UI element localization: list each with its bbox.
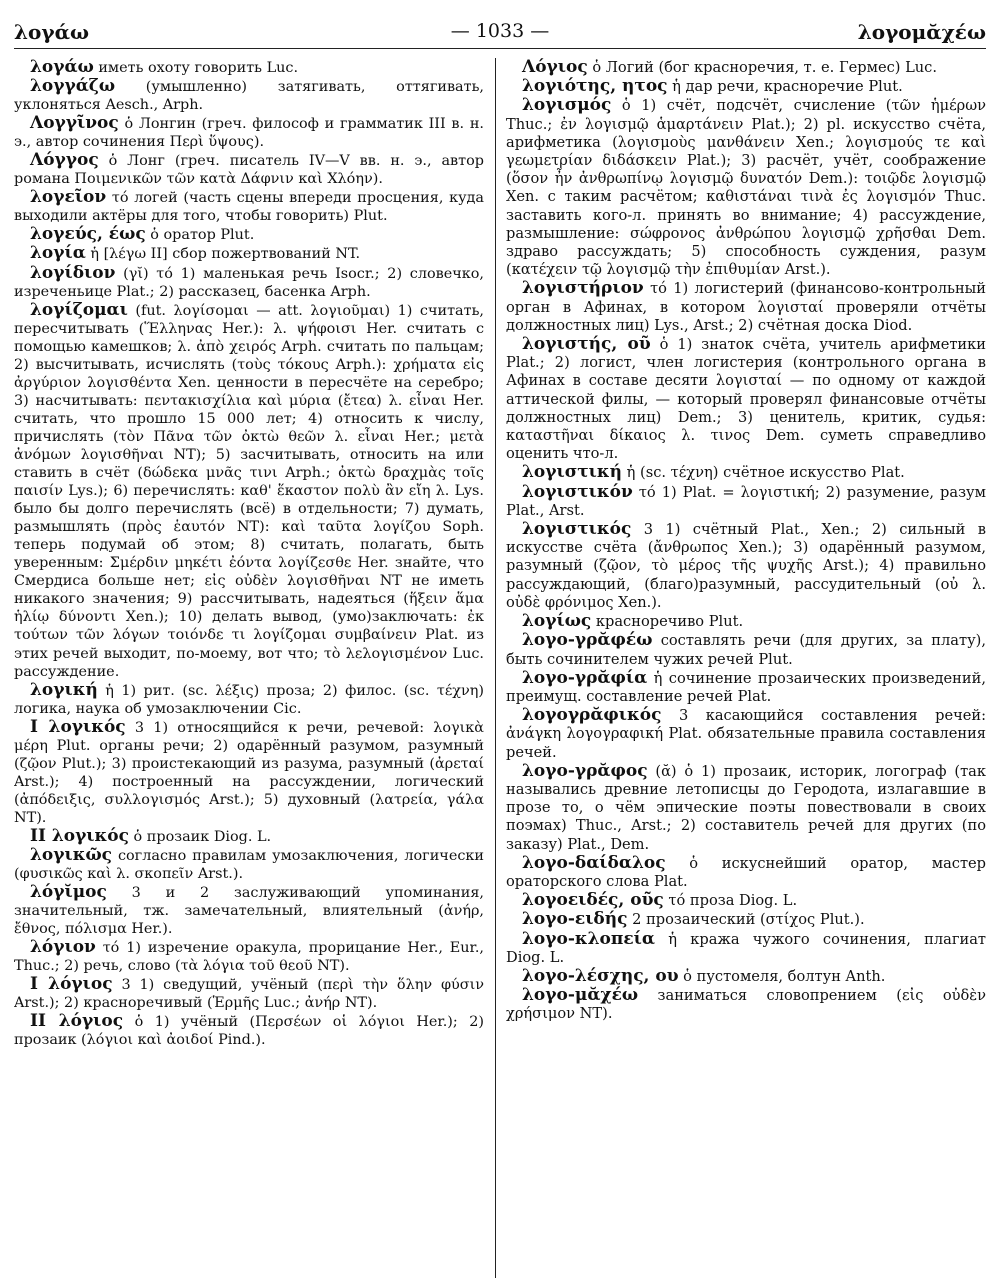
entry-definition: ὁ искуснейший оратор, мастер ораторского слова Plat. bbox=[506, 854, 986, 890]
entry-headword: II λόγιος bbox=[30, 1011, 124, 1032]
entry-headword: λογιστικόν bbox=[522, 481, 633, 502]
dictionary-entry bbox=[506, 77, 986, 96]
entry-headword: Λόγιος bbox=[522, 58, 588, 77]
entry-headword: λογιστής, οῦ bbox=[522, 334, 651, 355]
dictionary-entry bbox=[506, 854, 986, 891]
dictionary-entry bbox=[506, 930, 986, 967]
right-column bbox=[506, 58, 986, 1278]
entry-definition: (fut. λογίσομαι — att. λογιοῦμαι) 1) считать, пересчитывать (Ἕλληνας Her.): λ. ψήφοισι Her. считать с помощью камешков; λ. ἀπὸ χειρός Arph. считать по пальцам; 2) высчитывать, исчислять (τοὺς τόκους Arph.): χρήματα εἰς ἀργύριον λογισθέντα Xen. ценности в пересчёте на серебро; 3) насчитывать: πεντακισχίλια καὶ μύρια (ἔτεα) λ. εἶναι Her. считать, что прошло 15 000 лет; 4) относить к числу, причислять (τὸν Πᾶνα τῶν ὀκτὼ θεῶν λ. εἶναι Her.; μετὰ ἀνόμων λογισθῆναι NT); 5) засчитывать, относить на или ставить в счёт (δώδεκα μνᾶς τινι Arph.; ὀκτὼ δραχμὰς τοῖς παισίν Lys.); 6) перечислять: καθ' ἕκαστον πολὺ ἂν εἴη λ. Lys. было бы долго перечислять (всё) в отдельности; 7) думать, размышлять (πρὸς ἑαυτόν NT): καὶ ταῦτα λογίζου Soph. теперь подумай об этом; 8) считать, полагать, быть уверенным: Σμέρδιν μηκέτι ἐόντα λογίζεσθε Her. знайте, что Смердиса больше нет; εἰς οὐδὲν λογισθῆναι NT не иметь никакого значения; 9) рассчитывать, надеяться (ἥξειν ἅμα ἡλίῳ δύνοντι Xen.); 10) делать вывод, (умо)заключать: ἐκ τούτων τῶν λόγων τοιόνδε τι λογίζομαι συμβαίνειν Plat. из этих речей выходит, по-моему, вот что; τὸ λελογισμένον Luc. рассуждение. bbox=[14, 302, 484, 680]
entry-definition: ὁ 1) знаток счёта, учитель арифметики Plat.; 2) логист, член логистерия (контрольного органа в Афинах в составе десяти λογισταί — по одному от каждой аттической филы, — который проверял финансовые отчёты должностных лиц) Dem.; 3) ценитель, критик, судья: καταστῆναι δίκαιος λ. τινος Dem. суметь справедливо оценить что-л. bbox=[506, 336, 986, 463]
dictionary-entry bbox=[506, 58, 986, 77]
entry-headword: λογική bbox=[30, 679, 98, 700]
dictionary-entry bbox=[14, 681, 484, 718]
dictionary-entry bbox=[506, 279, 986, 335]
entry-headword: λογο-γρᾰφος bbox=[522, 760, 648, 781]
dictionary-entry bbox=[14, 58, 484, 77]
dictionary-entry bbox=[14, 188, 484, 225]
entry-headword: λογισμός bbox=[522, 95, 612, 116]
entry-definition: 3 касающийся составления речей: ἀνάγκη λογογραφική Plat. обязательные правила составления речей. bbox=[506, 707, 986, 761]
entry-definition: 3 1) счётный Plat., Xen.; 2) сильный в искусстве счёта (ἄνθρωπος Xen.); 3) одарённый разумом, разумный (ζῷον, τὸ μέρος τῆς ψυχῆς Arst.); 4) правильно рассуждающий, (благо)разумный, рассудительный (οὐ λ. οὐδὲ φρόνιμος Xen.). bbox=[506, 521, 986, 611]
page-number: — 1033 — bbox=[450, 20, 550, 42]
dictionary-entry bbox=[506, 669, 986, 706]
entry-headword: λογοειδές, οῦς bbox=[522, 890, 664, 911]
dictionary-entry bbox=[506, 762, 986, 854]
entry-definition: составлять речи (для других, за плату), быть сочинителем чужих речей Plut. bbox=[506, 632, 986, 668]
right-running-headword: λογομᾰχέω bbox=[857, 20, 986, 44]
entry-definition: τό проза Diog. L. bbox=[668, 892, 798, 910]
entry-definition: 3 и 2 заслуживающий упоминания, значительный, тж. замечательный, влиятельный (ἀνήρ, ἔθνος, πόλισμα Her.). bbox=[14, 885, 484, 938]
entry-headword: λογιστική bbox=[522, 462, 623, 483]
entry-definition: ὁ пустомеля, болтун Anth. bbox=[683, 967, 886, 985]
entry-definition: ὁ оратор Plut. bbox=[150, 227, 255, 244]
dictionary-entry bbox=[14, 827, 484, 846]
left-column bbox=[14, 58, 484, 1278]
entry-headword: λογο-γρᾰφέω bbox=[522, 630, 653, 651]
entry-definition: иметь охоту говорить Luc. bbox=[98, 60, 299, 76]
entry-headword: λογιστικός bbox=[522, 519, 632, 540]
entry-definition: ὁ Лонгин (греч. философ и грамматик III в. н. э., автор сочинения Περὶ ὕψους). bbox=[14, 116, 484, 151]
dictionary-entry bbox=[506, 891, 986, 910]
dictionary-entry bbox=[506, 483, 986, 520]
entry-headword: I λόγιος bbox=[30, 974, 113, 995]
entry-headword: Λόγγος bbox=[30, 150, 99, 171]
entry-definition: τό 1) Plat. = λογιστική; 2) разумение, разум Plat., Arst. bbox=[506, 483, 986, 519]
dictionary-entry bbox=[14, 151, 484, 188]
entry-definition: заниматься словопрением (εἰς οὐδὲν χρήσιμον NT). bbox=[506, 987, 986, 1023]
entry-headword: λογιότης, ητος bbox=[522, 76, 668, 97]
entry-headword: Λογγῖνος bbox=[30, 113, 119, 134]
entry-headword: λογο-ειδής bbox=[522, 909, 628, 930]
dictionary-entry bbox=[506, 706, 986, 762]
entry-headword: λογογρᾰφικός bbox=[522, 705, 662, 726]
entry-headword: II λογικός bbox=[30, 825, 129, 846]
dictionary-entry bbox=[14, 225, 484, 244]
dictionary-entry bbox=[14, 975, 484, 1012]
entry-headword: λογεύς, έως bbox=[30, 224, 146, 245]
entry-definition: ἡ кража чужого сочинения, плагиат Diog. L. bbox=[506, 930, 986, 966]
entry-headword: λογάω bbox=[30, 58, 94, 77]
entry-headword: λογεῖον bbox=[30, 187, 107, 208]
entry-definition: τό логей (часть сцены впереди просцения, куда выходили актёры для того, чтобы говорить) Plut. bbox=[14, 190, 484, 225]
entry-headword: λόγῐμος bbox=[30, 882, 107, 903]
entry-definition: ὁ 1) учёный (Περσέων οἱ λόγιοι Her.); 2) прозаик (λόγιοι καὶ ἀοιδοί Pind.). bbox=[14, 1014, 484, 1049]
dictionary-entry bbox=[14, 114, 484, 151]
entry-headword: λογο-λέσχης, ου bbox=[522, 965, 679, 986]
dictionary-entry bbox=[506, 463, 986, 482]
entry-headword: λογγάζω bbox=[30, 76, 116, 97]
dictionary-entry bbox=[14, 264, 484, 301]
dictionary-entry bbox=[14, 938, 484, 975]
entry-definition: 3 1) сведущий, учёный (περὶ τὴν ὅλην φύσιν Arst.); 2) красноречивый (Ἑρμῆς Luc.; ἀνήρ NT). bbox=[14, 977, 484, 1012]
dictionary-entry bbox=[506, 335, 986, 463]
dictionary-entry bbox=[506, 520, 986, 612]
dictionary-entry bbox=[14, 244, 484, 263]
entry-definition: ἡ сочинение прозаических произведений, преимущ. составление речей Plat. bbox=[506, 669, 986, 705]
entry-definition: ἡ дар речи, красноречие Plut. bbox=[672, 78, 903, 96]
page-header bbox=[14, 14, 986, 49]
entry-definition: (умышленно) затягивать, оттягивать, уклоняться Aesch., Arph. bbox=[14, 79, 484, 114]
entry-definition: красноречиво Plut. bbox=[595, 613, 744, 631]
dictionary-entry bbox=[506, 986, 986, 1023]
entry-definition: 3 1) относящийся к речи, речевой: λογικὰ μέρη Plut. органы речи; 2) одарённый разумом, разумный (ζῷον Plut.); 3) проистекающий из разума, разумный (ἀρεταί Arst.); 4) построенный на рассуждении, логический (ἀπόδειξις, συλλογισμός Arst.); 5) духовный (λατρεία, γάλα NT). bbox=[14, 719, 484, 826]
entry-definition: ὁ 1) счёт, подсчёт, счисление (τῶν ἡμέρων Thuc.; ἐν λογισμῷ ἁμαρτάνειν Plat.); 2) pl. искусство счёта, арифметика (λογισμοὺς μανθάνειν Xen.; λογισμούς τε καὶ γεωμετρίαν διδάσκειν Plat.); 3) расчёт, учёт, соображение (ὅσον ἦν ἀνθρωπίνῳ λογισμῷ δυνατόν Dem.): τοιῷδε λογισμῷ Xen. с таким расчётом; καθιστάναι τινὰ ἐς λογισμόν Thuc. заставить кого-л. принять во внимание; 4) рассуждение, размышление: σώφρονος ἀνθρώπου λογισμῷ χρῆσθαι Dem. здраво рассуждать; 5) способность суждения, разум (κατέχειν τῷ λογισμῷ τὴν ἐπιθυμίαν Arst.). bbox=[506, 97, 986, 279]
left-running-headword: λογάω bbox=[14, 20, 89, 44]
entry-definition: ὁ Логий (бог красноречия, т. е. Гермес) Luc. bbox=[592, 59, 937, 76]
entry-headword: I λογικός bbox=[30, 716, 126, 737]
entry-headword: λόγιον bbox=[30, 937, 96, 958]
entry-definition: ὁ прозаик Diog. L. bbox=[133, 828, 272, 845]
dictionary-entry bbox=[506, 96, 986, 279]
entry-headword: λογίζομαι bbox=[30, 299, 128, 320]
entry-definition: согласно правилам умозаключения, логически (φυσικῶς καὶ λ. σκοπεῖν Arst.). bbox=[14, 848, 484, 883]
two-column-body bbox=[14, 58, 986, 1278]
dictionary-entry bbox=[14, 718, 484, 827]
entry-definition: 2 прозаический (στίχος Plut.). bbox=[632, 911, 865, 929]
entry-headword: λογο-κλοπεία bbox=[522, 928, 655, 949]
entry-headword: λογιστήριον bbox=[522, 278, 644, 299]
dictionary-entry bbox=[506, 967, 986, 986]
entry-definition: ἡ (sc. τέχνη) счётное искусство Plat. bbox=[626, 464, 905, 482]
entry-definition: (ᾰ) ὁ 1) прозаик, историк, логограф (так назывались древние летописцы до Геродота, излагавшие в прозе то, о чём эпические поэты повествовали в своих поэмах) Thuc., Arst.; 2) составитель речей для других (по заказу) Plat., Dem. bbox=[506, 762, 986, 853]
entry-definition: (γῐ) τό 1) маленькая речь Isocr.; 2) словечко, изреченьице Plat.; 2) рассказец, басенка Arph. bbox=[14, 265, 484, 300]
entry-headword: λογο-μᾰχέω bbox=[522, 985, 639, 1006]
entry-headword: λογικῶς bbox=[30, 845, 112, 866]
dictionary-entry bbox=[14, 883, 484, 938]
dictionary-entry bbox=[506, 612, 986, 631]
entry-definition: τό 1) логистерий (финансово-контрольный орган в Афинах, в котором λογισταί проверяли отчёты должностных лиц) Lys., Arst.; 2) счётная доска Diod. bbox=[506, 280, 986, 334]
entry-headword: λογο-γρᾰφία bbox=[522, 667, 648, 688]
dictionary-entry bbox=[506, 631, 986, 668]
entry-headword: λογία bbox=[30, 243, 86, 264]
entry-definition: τό 1) изречение оракула, прорицание Her., Eur., Thuc.; 2) речь, слово (τὰ λόγια τοῦ θεοῦ NT). bbox=[14, 940, 484, 975]
entry-definition: ἡ [λέγω II] сбор пожертвований NT. bbox=[90, 246, 361, 263]
dictionary-entry bbox=[14, 301, 484, 681]
dictionary-entry bbox=[506, 910, 986, 929]
entry-headword: λογίδιον bbox=[30, 262, 116, 283]
entry-definition: ἡ 1) рит. (sc. λέξις) проза; 2) филос. (sc. τέχνη) логика, наука об умозаключении Cic. bbox=[14, 682, 484, 717]
entry-definition: ὁ Лонг (греч. писатель IV—V вв. н. э., автор романа Ποιμενικῶν τῶν κατὰ Δάφνιν καὶ Χλόην). bbox=[14, 153, 484, 188]
dictionary-entry bbox=[14, 1012, 484, 1049]
entry-headword: λογίως bbox=[522, 611, 592, 632]
dictionary-entry bbox=[14, 846, 484, 883]
dictionary-entry bbox=[14, 77, 484, 114]
entry-headword: λογο-δαίδαλος bbox=[522, 852, 666, 873]
column-divider bbox=[495, 58, 496, 1278]
